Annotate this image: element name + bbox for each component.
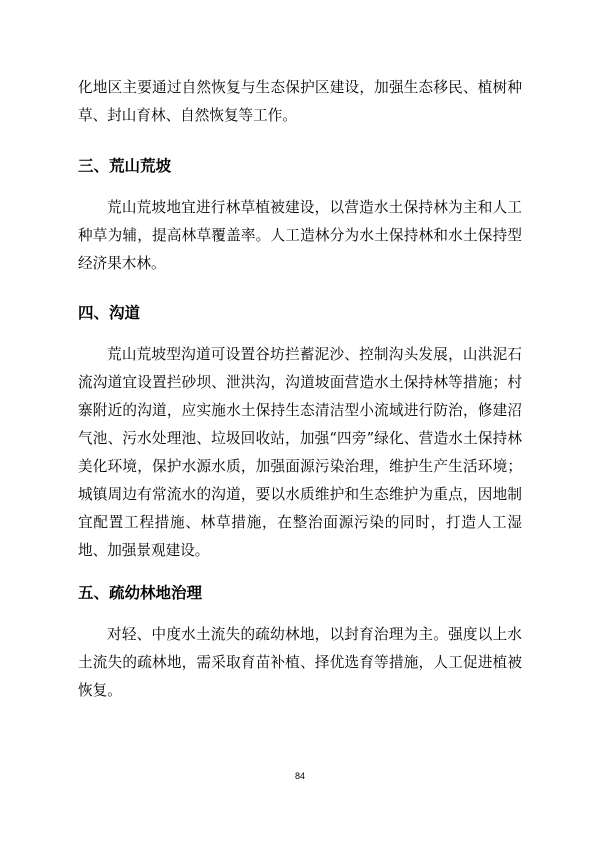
heading-gullies: 四、沟道 bbox=[78, 304, 141, 322]
paragraph-gullies: 荒山荒坡型沟道可设置谷坊拦蓄泥沙、控制沟头发展，山洪泥石流沟道宜设置拦砂坝、泄洪沟，沟道坡面营造水土保持林等措施；村寨附近的沟道，应实施水土保持生态清洁型小流域进行防治，修建沼气池、污水处理池、垃圾回收站，加强“四旁”绿化、营造水土保持林美化环境，保护水源水质，加强面源污染治理，维护生产生活环境；城镇周边有常流水的沟道，要以水质维护和生态维护为重点，因地制宜配置工程措施、林草措施，在整治面源污染的同时，打造人工湿地、加强景观建设。 bbox=[78, 346, 522, 559]
paragraph-intro-continuation: 化地区主要通过自然恢复与生态保护区建设，加强生态移民、植树种草、封山育林、自然恢复等工作。 bbox=[78, 79, 522, 124]
paragraph-barren-hills: 荒山荒坡地宜进行林草植被建设，以营造水土保持林为主和人工种草为辅，提高林草覆盖率。人工造林分为水土保持林和水土保持型经济果木林。 bbox=[78, 199, 522, 272]
page-number: 84 bbox=[294, 771, 305, 781]
heading-sparse-forest: 五、疏幼林地治理 bbox=[78, 584, 203, 602]
paragraph-sparse-forest: 对轻、中度水土流失的疏幼林地，以封育治理为主。强度以上水土流失的疏林地，需采取育苗补植、择优选育等措施，人工促进植被恢复。 bbox=[78, 626, 522, 699]
heading-barren-hills: 三、荒山荒坡 bbox=[78, 157, 172, 175]
